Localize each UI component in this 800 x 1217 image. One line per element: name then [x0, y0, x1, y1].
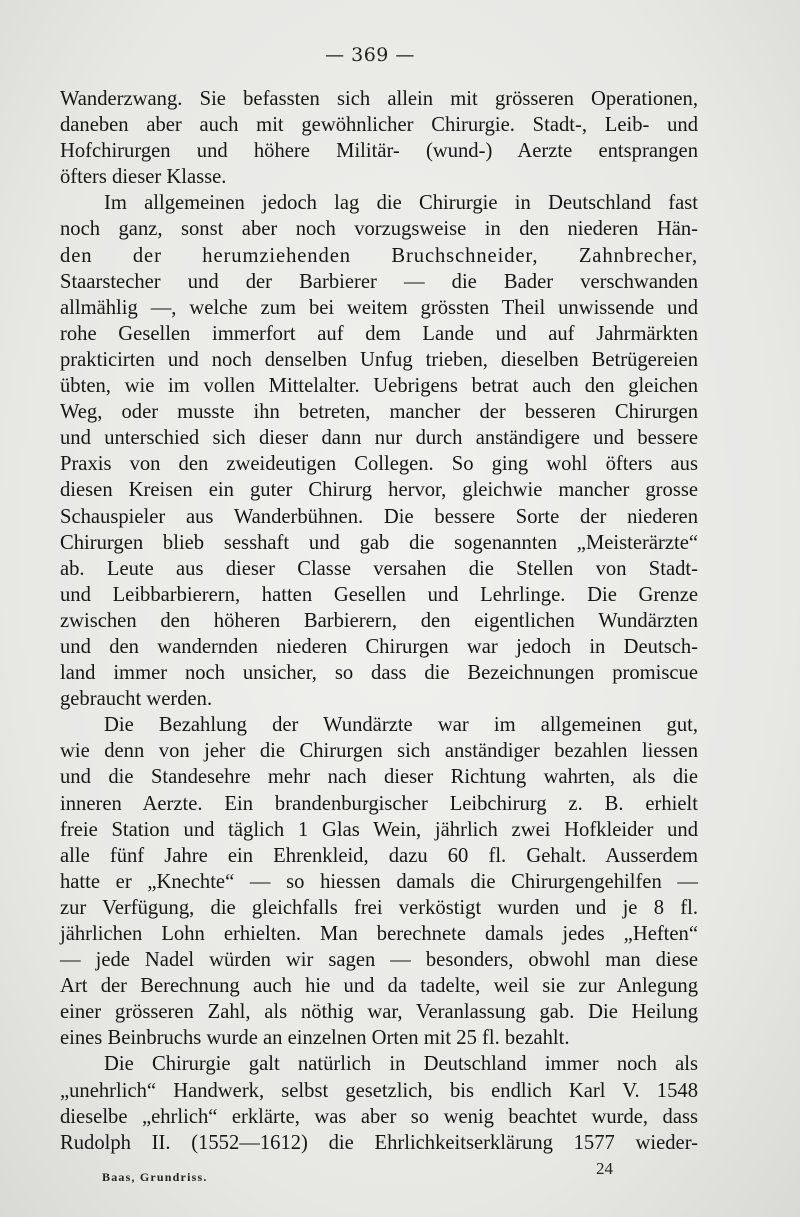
text-line: „unehrlich“ Handwerk, selbst gesetzlich, bis endlich Karl V. 1548 [60, 1079, 698, 1102]
text-line: hatte er „Knechte“ — so hiessen damals die Chirurgengehilfen — [60, 870, 698, 893]
text-line: diesen Kreisen ein guter Chirurg hervor, gleichwie mancher grosse [60, 479, 698, 502]
text-line: den der herumziehenden Bruchschneider, Zahnbrecher, [60, 244, 698, 267]
text-line: freie Station und täglich 1 Glas Wein, jährlich zwei Hofkleider und [60, 818, 698, 841]
text-line: und die Standesehre mehr nach dieser Richtung wahrten, als die [60, 766, 698, 789]
page-number: — 369 — [325, 44, 415, 66]
text-line: Rudolph II. (1552—1612) die Ehrlichkeitserklärung 1577 wieder- [60, 1131, 698, 1154]
footer-book-title: Baas, Grundriss. [102, 1170, 208, 1184]
text-line: und Leibbarbierern, hatten Gesellen und Lehrlinge. Die Grenze [60, 583, 698, 606]
text-line: Wanderzwang. Sie befassten sich allein mit grösseren Operationen, [60, 88, 698, 110]
body-text [60, 86, 698, 1156]
text-line: und den wandernden niederen Chirurgen war jedoch in Deutsch- [60, 635, 698, 658]
text-line: inneren Aerzte. Ein brandenburgischer Leibchirurg z. B. erhielt [60, 792, 698, 815]
text-line: zur Verfügung, die gleichfalls frei verköstigt wurden und je 8 fl. [60, 896, 698, 919]
text-line: — jede Nadel würden wir sagen — besonders, obwohl man diese [60, 949, 698, 972]
text-line: noch ganz, sonst aber noch vorzugsweise in den niederen Hän- [60, 218, 698, 241]
text-line: Schauspieler aus Wanderbühnen. Die bessere Sorte der niederen [60, 505, 698, 528]
text-line: rohe Gesellen immerfort auf dem Lande und auf Jahrmärkten [60, 322, 698, 345]
text-line: Weg, oder musste ihn betreten, mancher der besseren Chirurgen [60, 401, 698, 424]
text-line: Chirurgen blieb sesshaft und gab die sogenannten „Meisterärzte“ [60, 531, 698, 554]
text-line: prakticirten und noch denselben Unfug trieben, dieselben Betrügereien [60, 348, 698, 371]
text-line: dieselbe „ehrlich“ erklärte, was aber so wenig beachtet wurde, dass [60, 1105, 698, 1128]
text-line: jährlichen Lohn erhielten. Man berechnete damals jedes „Heften“ [60, 923, 698, 945]
text-line: Staarstecher und der Barbierer — die Bader verschwanden [60, 270, 698, 293]
text-line: zwischen den höheren Barbierern, den eigentlichen Wundärzten [60, 609, 698, 632]
text-line: land immer noch unsicher, so dass die Bezeichnungen promiscue [60, 662, 698, 685]
text-line: Die Bezahlung der Wundärzte war im allgemeinen gut, [104, 714, 698, 737]
text-line: ab. Leute aus dieser Classe versahen die Stellen von Stadt- [60, 557, 698, 580]
text-line: Art der Berechnung auch hie und da tadelte, weil sie zur Anlegung [60, 975, 698, 998]
text-line: eines Beinbruchs wurde an einzelnen Orten mit 25 fl. bezahlt. [60, 1027, 570, 1050]
text-line: allmählig —, welche zum bei weitem grössten Theil unwissende und [60, 296, 698, 319]
text-line: daneben aber auch mit gewöhnlicher Chirurgie. Stadt-, Leib- und [60, 114, 698, 137]
text-line: und unterschied sich dieser dann nur durch anständigere und bessere [60, 427, 698, 450]
text-line: Die Chirurgie galt natürlich in Deutschland immer noch als [104, 1053, 698, 1076]
text-line: alle fünf Jahre ein Ehrenkleid, dazu 60 fl. Gehalt. Ausserdem [60, 844, 698, 867]
text-line: wie denn von jeher die Chirurgen sich anständiger bezahlen liessen [60, 740, 698, 763]
text-line: gebraucht werden. [60, 688, 213, 711]
text-line: einer grösseren Zahl, als nöthig war, Veranlassung gab. Die Heilung [60, 1001, 698, 1024]
signature-mark: 24 [596, 1159, 613, 1178]
text-line: Praxis von den zweideutigen Collegen. So ging wohl öfters aus [60, 453, 698, 476]
text-line: öfters dieser Klasse. [60, 166, 227, 189]
text-line: Hofchirurgen und höhere Militär- (wund-) Aerzte entsprangen [60, 140, 698, 163]
text-line: übten, wie im vollen Mittelalter. Uebrigens betrat auch den gleichen [60, 375, 698, 398]
text-line: Im allgemeinen jedoch lag die Chirurgie in Deutschland fast [104, 192, 698, 215]
